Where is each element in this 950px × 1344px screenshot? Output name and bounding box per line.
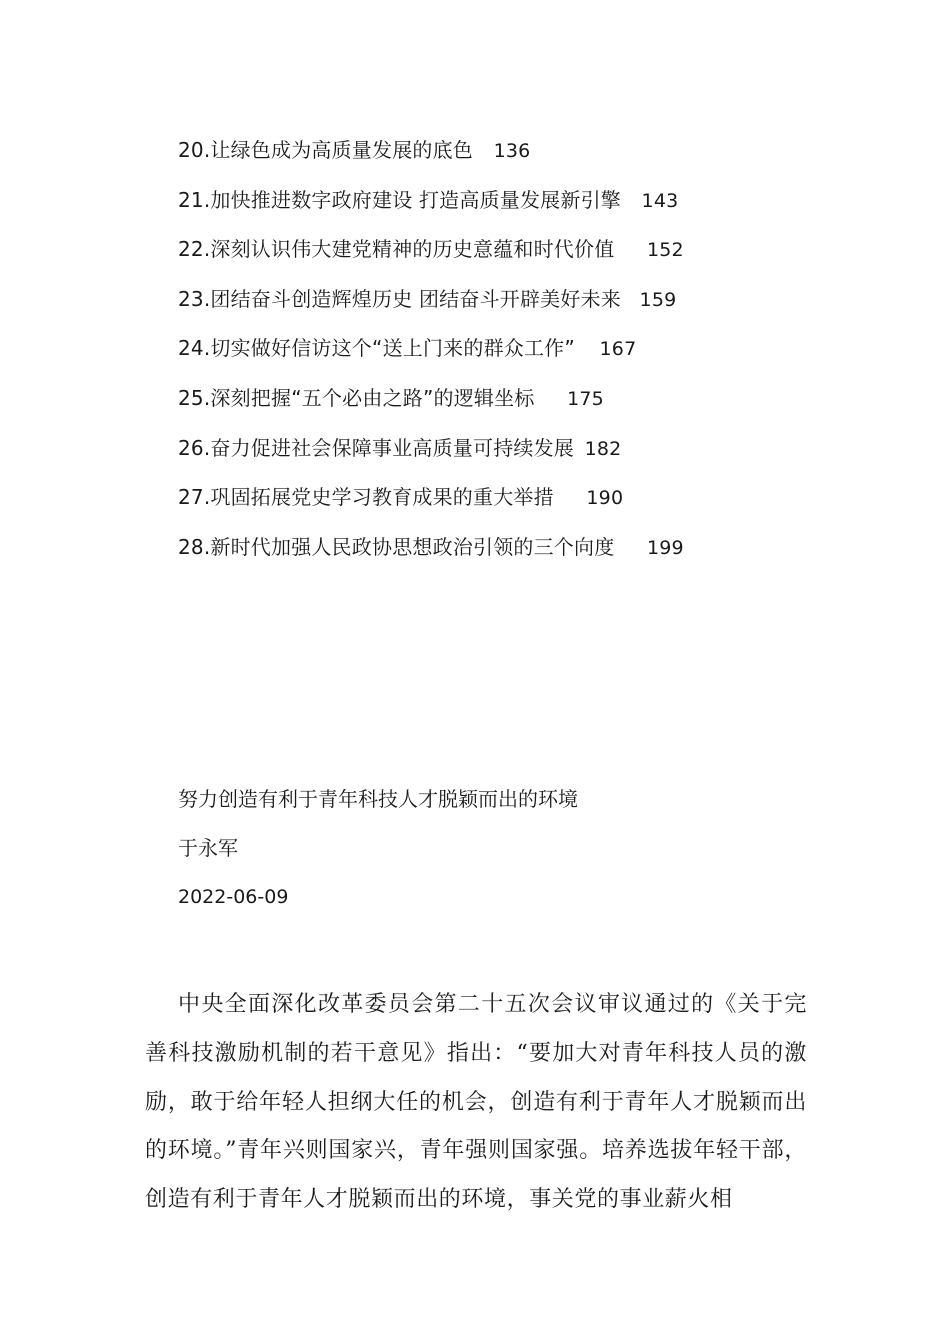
toc-item[interactable]	[178, 531, 798, 581]
article-body-paragraph: 中央全面深化改革委员会第二十五次会议审议通过的《关于完善科技激励机制的若干意见》指出：“要加大对青年科技人员的激励，敢于给年轻人担纲大任的机会，创造有利于青年人才脱颖而出的环境。”青年兴则国家兴，青年强则国家强。培养选拔年轻干部，创造有利于青年人才脱颖而出的环境，事关党的事业薪火相	[145, 992, 807, 1213]
toc-item-page: 199	[646, 536, 684, 559]
toc-item[interactable]	[178, 432, 798, 482]
toc-item[interactable]	[178, 332, 798, 382]
toc-item-page: 143	[641, 189, 679, 212]
toc-item-title: 21.加快推进数字政府建设 打造高质量发展新引擎	[178, 187, 621, 212]
toc-item-title: 27.巩固拓展党史学习教育成果的重大举措	[178, 485, 554, 510]
toc-item-title: 26.奋力促进社会保障事业高质量可持续发展	[178, 435, 575, 460]
toc-item-page: 167	[599, 338, 637, 361]
toc-item-page: 136	[493, 140, 531, 162]
toc-item-title: 20.让绿色成为高质量发展的底色	[178, 138, 474, 162]
toc-item-page: 159	[639, 288, 677, 311]
toc-item-page: 182	[584, 437, 622, 460]
article-title: 努力创造有利于青年科技人才脱颖而出的环境	[178, 787, 578, 811]
toc-item[interactable]	[178, 134, 798, 184]
article-date: 2022-06-09	[178, 886, 289, 908]
article-author: 于永军	[178, 836, 238, 860]
toc-item-title: 22.深刻认识伟大建党精神的历史意蕴和时代价值	[178, 237, 615, 262]
toc-item[interactable]	[178, 233, 798, 283]
toc-item[interactable]	[178, 481, 798, 531]
toc-item-title: 28.新时代加强人民政协思想政治引领的三个向度	[178, 534, 615, 559]
toc-item-title: 24.切实做好信访这个“送上门来的群众工作”	[178, 336, 575, 361]
toc-item-page: 190	[586, 487, 624, 510]
toc-item-title: 25.深刻把握“五个必由之路”的逻辑坐标	[178, 385, 535, 410]
toc-item[interactable]	[178, 283, 798, 333]
toc-item-page: 175	[567, 387, 604, 410]
toc-item[interactable]	[178, 382, 798, 432]
toc-item[interactable]	[178, 184, 798, 234]
toc-item-title: 23.团结奋斗创造辉煌历史 团结奋斗开辟美好未来	[178, 286, 621, 311]
toc-item-page: 152	[646, 239, 684, 262]
table-of-contents	[178, 134, 798, 580]
